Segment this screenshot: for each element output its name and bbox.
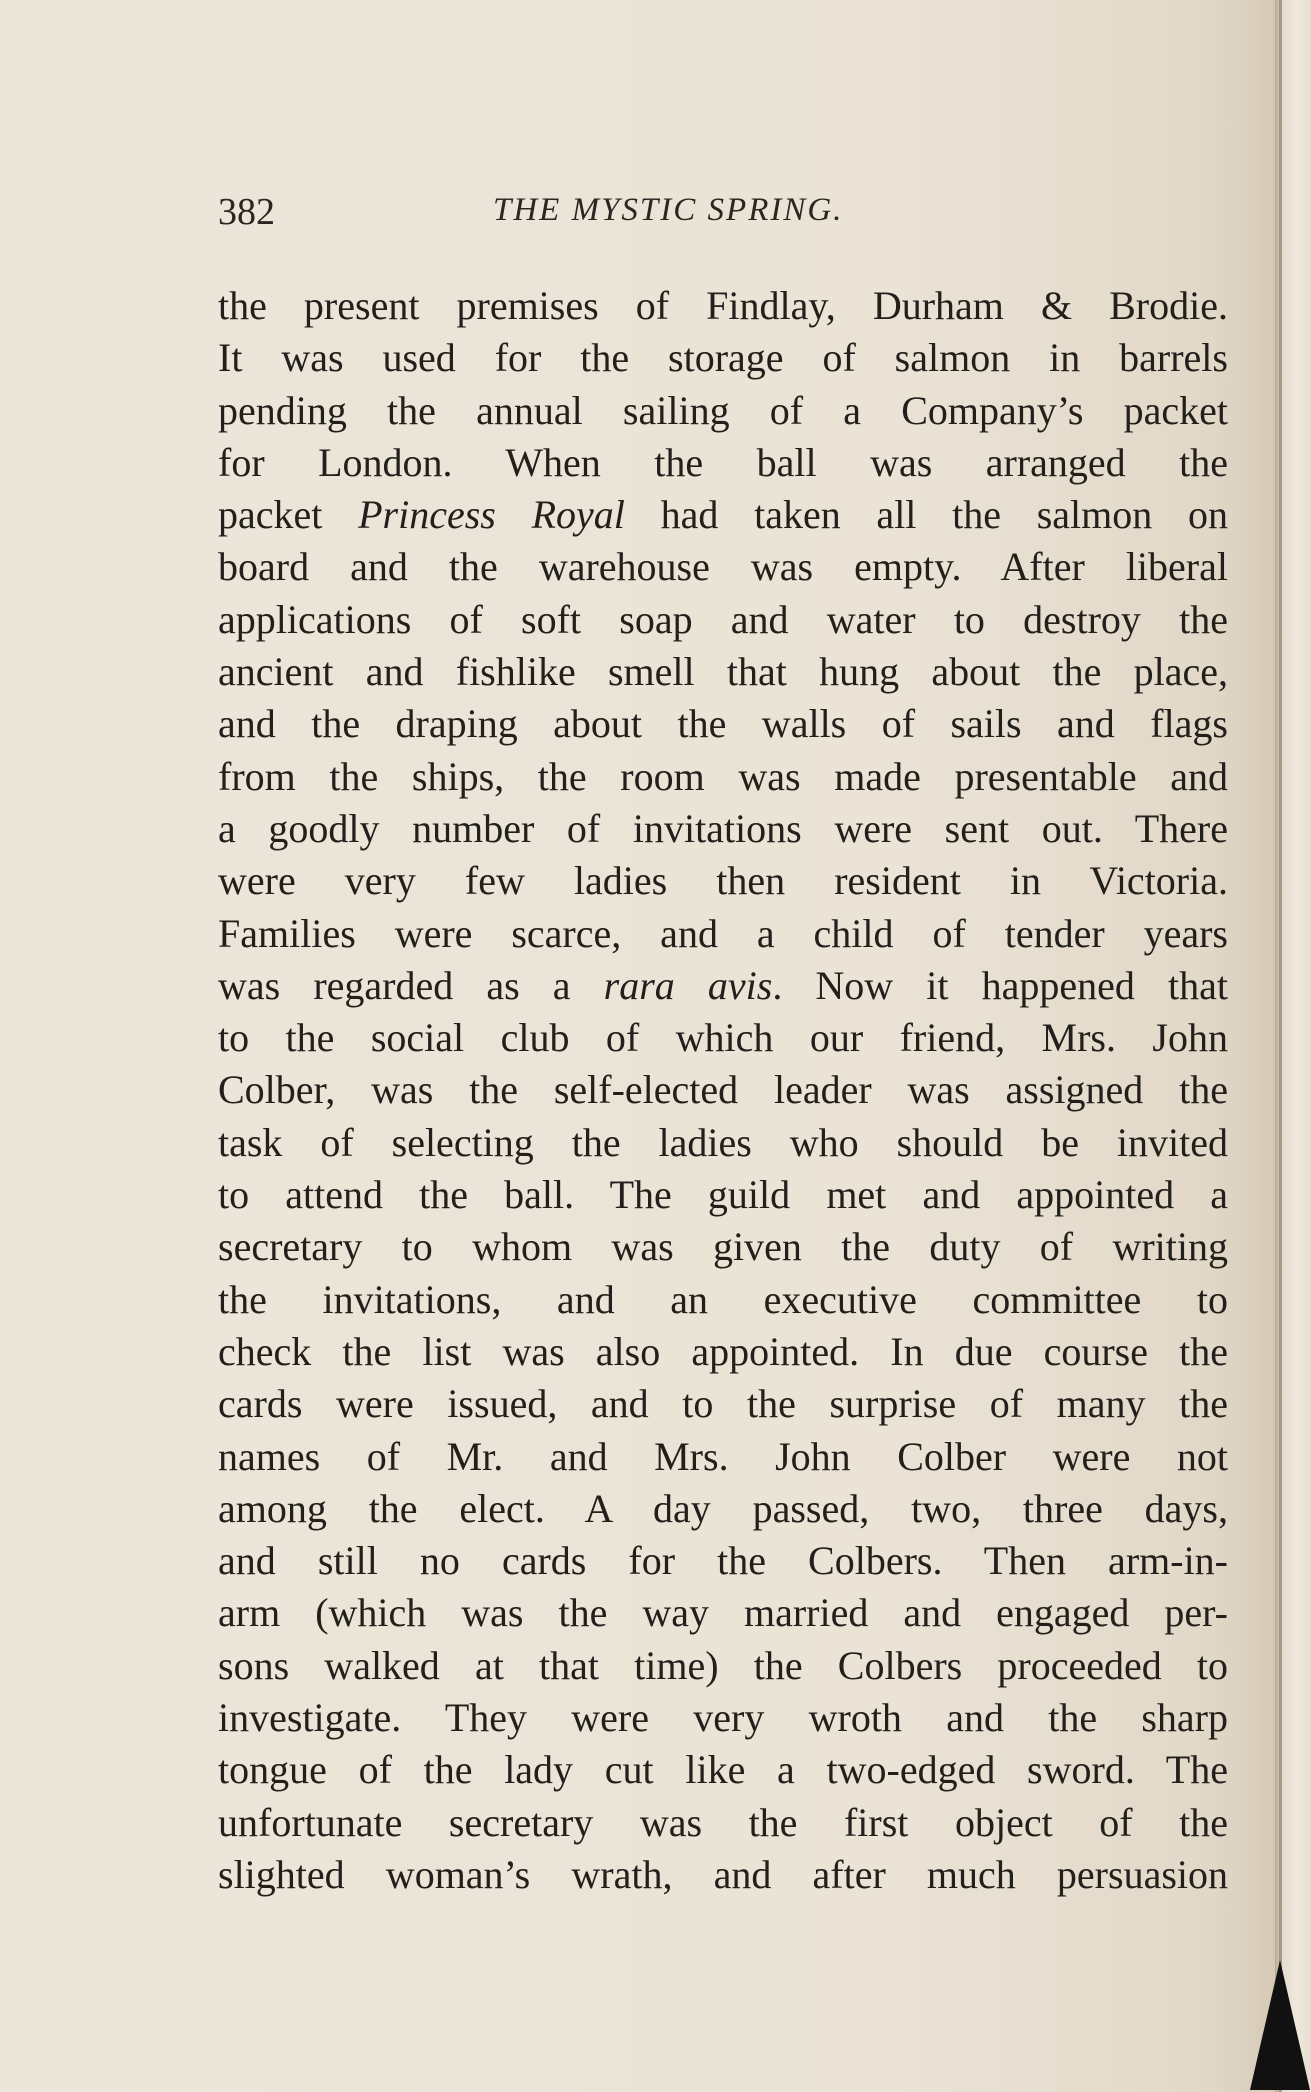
italic-phrase: rara avis bbox=[603, 962, 773, 1008]
running-title: THE MYSTIC SPRING. bbox=[493, 192, 844, 228]
text-line: from the ships, the room was made presentable and bbox=[218, 753, 1228, 799]
text-line: the invitations, and an executive committee to bbox=[218, 1276, 1228, 1322]
text-line: secretary to whom was given the duty of writing bbox=[218, 1224, 1228, 1270]
text-line: to attend the ball. The guild met and appointed a bbox=[218, 1172, 1228, 1218]
text-line: unfortunate secretary was the first object of the bbox=[218, 1799, 1228, 1845]
text-line: was regarded as a rara avis. Now it happened that bbox=[218, 962, 1228, 1008]
text-line: arm (which was the way married and engaged per- bbox=[218, 1590, 1228, 1636]
text-line: to the social club of which our friend, Mrs. John bbox=[218, 1015, 1228, 1061]
text-line: slighted woman’s wrath, and after much persuasion bbox=[218, 1851, 1228, 1897]
page-number: 382 bbox=[218, 191, 275, 233]
binding-edge-line bbox=[1279, 0, 1282, 2092]
text-line: tongue of the lady cut like a two-edged sword. The bbox=[218, 1747, 1228, 1793]
text-line: It was used for the storage of salmon in barrels bbox=[218, 335, 1228, 381]
text-line: check the list was also appointed. In due course the bbox=[218, 1328, 1228, 1374]
text-line: Families were scarce, and a child of tender years bbox=[218, 910, 1228, 956]
text-line: board and the warehouse was empty. After liberal bbox=[218, 544, 1228, 590]
text-line: Colber, was the self-elected leader was assigned the bbox=[218, 1067, 1228, 1113]
text-line: and still no cards for the Colbers. Then arm-in- bbox=[218, 1538, 1228, 1584]
text-line: a goodly number of invitations were sent out. There bbox=[218, 805, 1228, 851]
page-header bbox=[218, 190, 1228, 250]
text-line: applications of soft soap and water to destroy the bbox=[218, 596, 1228, 642]
text-line: task of selecting the ladies who should be invited bbox=[218, 1119, 1228, 1165]
text-line: and the draping about the walls of sails and flags bbox=[218, 701, 1228, 747]
text-line: ancient and fishlike smell that hung about the place, bbox=[218, 649, 1228, 695]
text-line: cards were issued, and to the surprise of many the bbox=[218, 1381, 1228, 1427]
text-line: for London. When the ball was arranged the bbox=[218, 439, 1228, 485]
text-line: sons walked at that time) the Colbers proceeded to bbox=[218, 1642, 1228, 1688]
text-line: the present premises of Findlay, Durham & Brodie. bbox=[218, 283, 1228, 328]
text-line: investigate. They were very wroth and the sharp bbox=[218, 1695, 1228, 1741]
text-line: packet Princess Royal had taken all the salmon on bbox=[218, 492, 1228, 538]
italic-phrase: Princess Royal bbox=[358, 492, 625, 538]
body-text bbox=[218, 280, 1228, 1901]
text-line: were very few ladies then resident in Victoria. bbox=[218, 858, 1228, 904]
text-line: pending the annual sailing of a Company’s packet bbox=[218, 387, 1228, 433]
text-line: names of Mr. and Mrs. John Colber were not bbox=[218, 1433, 1228, 1479]
corner-shadow bbox=[1250, 1960, 1310, 2090]
text-line: among the elect. A day passed, two, three days, bbox=[218, 1485, 1228, 1531]
